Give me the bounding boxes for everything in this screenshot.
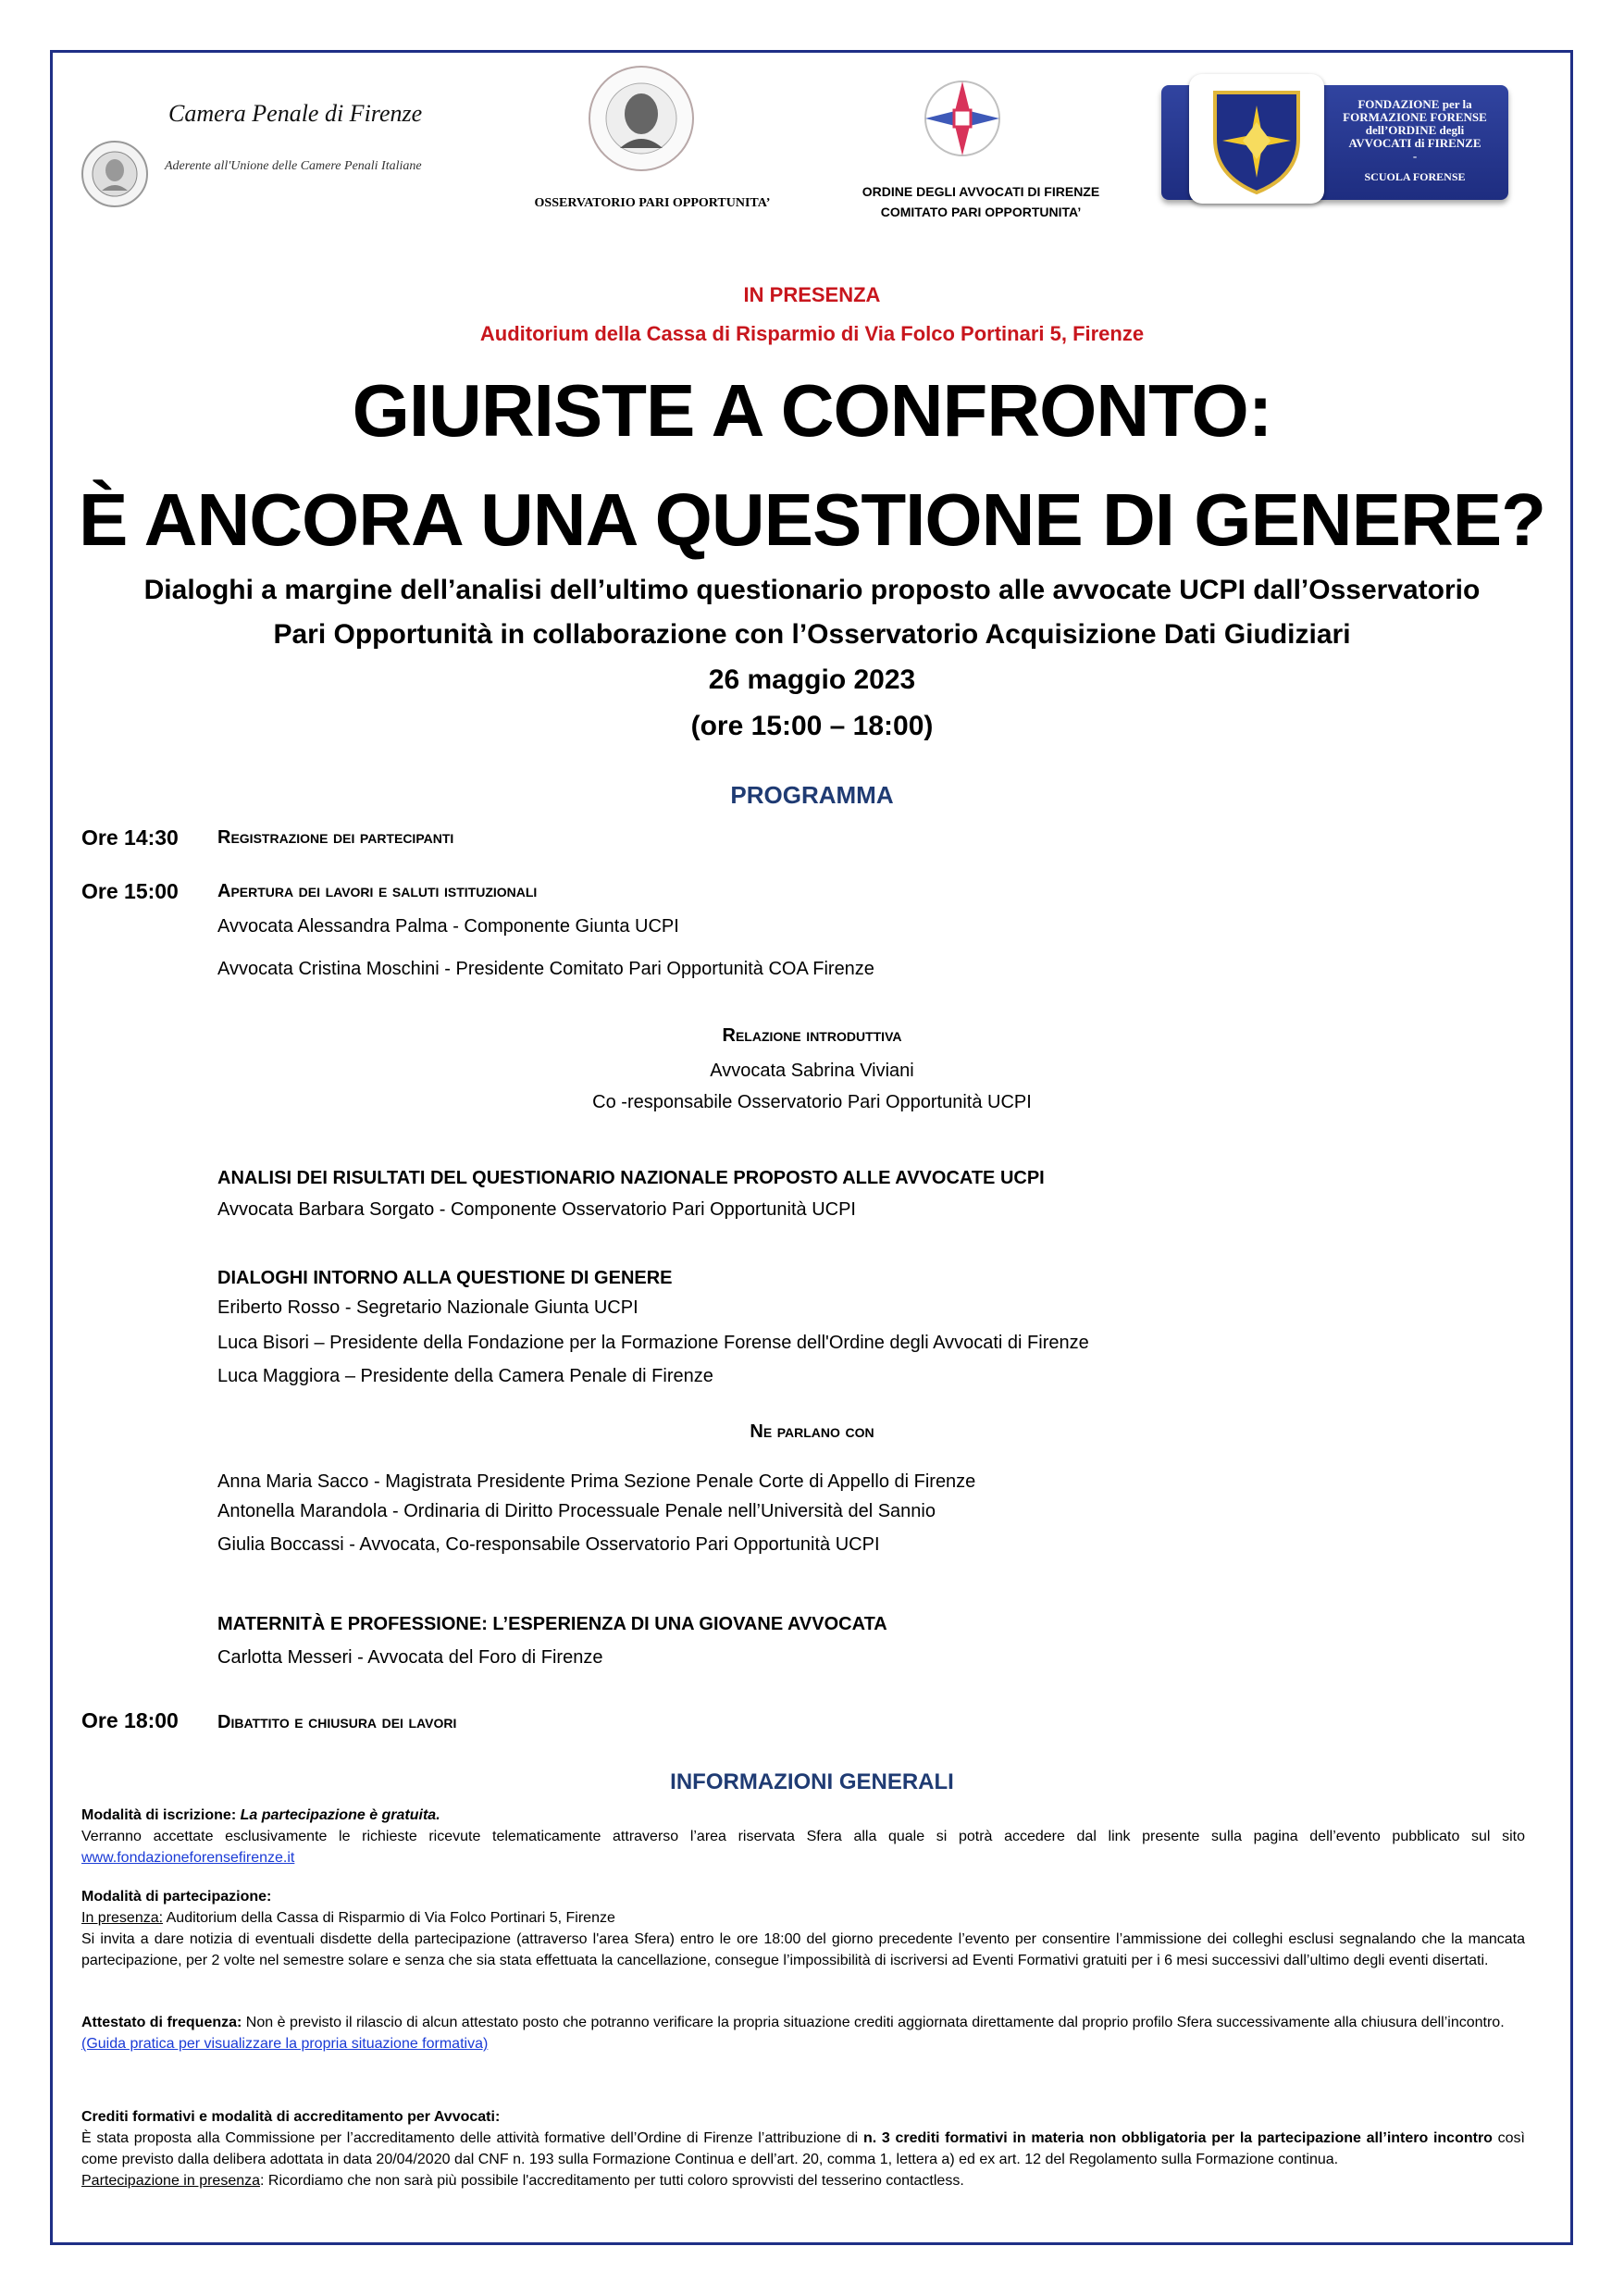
- info-heading: INFORMAZIONI GENERALI: [670, 1769, 954, 1794]
- camera-penale-title: Camera Penale di Firenze: [168, 100, 423, 127]
- event-date: 26 maggio 2023: [708, 664, 916, 695]
- info-registration-label: Modalità di iscrizione: [81, 1807, 231, 1823]
- program-time-3: Ore 18:00: [81, 1708, 179, 1732]
- fondazione-text-line3: dell’ORDINE degli: [1365, 123, 1465, 137]
- info-presenza-text: Auditorium della Cassa di Risparmio di Via Folco Portinari 5, Firenze: [166, 1910, 615, 1926]
- fondazione-text-line1: FONDAZIONE per la: [1357, 97, 1472, 111]
- program-registration: registrazione dei partecipanti: [217, 827, 454, 848]
- info-registration-text: Verranno accettate esclusivamente le richieste ricevute telematicamente attraverso l’area riservata Sfera alla quale si potrà accedere dal link presente sulla pagina dell’evento pubblicato sul sito: [81, 1829, 1525, 1844]
- program-speaker: Antonella Marandola - Ordinaria di Diritto Processuale Penale nell’Università del Sannio: [217, 1501, 936, 1521]
- program-time-1: Ore 14:30: [81, 825, 179, 850]
- program-heading: PROGRAMMA: [730, 781, 894, 809]
- info-registration: Modalità di iscrizione: La partecipazione è gratuita. Verranno accettate esclusivamente le richieste ricevute telematicamente attraverso l’area riservata Sfera alla quale si potrà accedere dal link presente sulla pagina dell’evento pubblicato sul sito www.fondazioneforensefirenze.it: [81, 1807, 1525, 1866]
- event-mode: IN PRESENZA: [743, 283, 881, 306]
- star-shield-icon: [1189, 74, 1324, 204]
- fondazione-text: [1332, 98, 1498, 163]
- ordine-avvocati-label: [833, 181, 1129, 222]
- fondazione-school: SCUOLA FORENSE: [1364, 170, 1466, 183]
- program-dialog-label: DIALOGHI INTORNO ALLA QUESTIONE DI GENERE: [217, 1268, 673, 1288]
- camera-penale-seal-icon: [80, 139, 150, 209]
- info-attestato: [81, 2012, 1525, 2054]
- event-title-line1: GIURISTE A CONFRONTO:: [352, 369, 1272, 452]
- program-speaker: Eriberto Rosso - Segretario Nazionale Giunta UCPI: [217, 1297, 638, 1318]
- program-closing: dibattito e chiusura dei lavori: [217, 1712, 457, 1732]
- unione-camere-penali-seal-icon: [572, 63, 711, 174]
- fondazione-text-line4: AVVOCATI di FIRENZE: [1348, 136, 1481, 150]
- program-speaker: Avvocata Barbara Sorgato - Componente Osservatorio Pari Opportunità UCPI: [217, 1199, 856, 1220]
- ordine-avvocati-label-line2: COMITATO PARI OPPORTUNITA’: [880, 205, 1082, 219]
- info-presence-text: : Ricordiamo che non sarà più possibile l'accreditamento per tutti coloro sprovvisti del tesserino contactless.: [260, 2173, 964, 2189]
- info-registration-value: La partecipazione è gratuita.: [240, 1807, 440, 1823]
- event-title-line2: È ANCORA UNA QUESTIONE DI GENERE?: [79, 478, 1545, 561]
- info-participation-text: Si invita a dare notizia di eventuali disdette della partecipazione (attraverso l'area Sfera) entro le ore 18:00 del giorno precedente l’evento per consentire l’ammissione dei colleghi esclusi segnalando che la mancata partecipazione, per 2 volte nel semestre solare e senza che sia stata effettuata la cancellazione, consegue l’impossibilità di iscriversi ad Eventi Formativi gratuiti per i 6 mesi successivi dall’ultimo degli eventi disertati.: [81, 1931, 1525, 1968]
- guide-link[interactable]: (Guida pratica per visualizzare la propria situazione formativa): [81, 2036, 489, 2052]
- program-maternity-label: MATERNITÀ E PROFESSIONE: L’ESPERIENZA DI UNA GIOVANE AVVOCATA: [217, 1614, 887, 1634]
- fondazione-logo: [1161, 85, 1508, 200]
- info-credits-text-2: così come previsto dalla delibera adottata in data 20/04/2020 dal CNF n. 193 sulla Formazione Continua e dell’art. 20, comma 1, lettera a) ed ex art. 12 del Regolamento sulla Formazione continua.: [81, 2130, 1525, 2167]
- fondazione-text-line2: FORMAZIONE FORENSE: [1343, 110, 1487, 124]
- ordine-avvocati-logo: [833, 74, 1129, 231]
- program-intro-role: Co -responsabile Osservatorio Pari Opportunità UCPI: [592, 1092, 1032, 1112]
- camera-penale-logo: [80, 100, 468, 202]
- osservatorio-label: OSSERVATORIO PARI OPPORTUNITA’: [534, 196, 771, 210]
- website-link[interactable]: www.fondazioneforensefirenze.it: [81, 1850, 295, 1866]
- info-participation: [81, 1886, 1525, 1971]
- ordine-avvocati-label-line1: ORDINE DEGLI AVVOCATI DI FIRENZE: [862, 184, 1100, 199]
- info-attestato-label: Attestato di frequenza:: [81, 2015, 242, 2030]
- info-attestato-text: Non è previsto il rilascio di alcun attestato posto che potranno verificare la propria situazione crediti aggiornata direttamente dal proprio profilo Sfera successivamente alla chiusura dell’incontro.: [245, 2015, 1505, 2030]
- program-intro-label: Relazione introduttiva: [722, 1025, 902, 1046]
- program-time-2: Ore 15:00: [81, 879, 179, 903]
- camera-penale-subtitle: Aderente all'Unione delle Camere Penali Italiane: [165, 159, 422, 173]
- info-credits-bold: n. 3 crediti formativi in materia non obbligatoria per la partecipazione all’intero incontro: [862, 2130, 1493, 2146]
- info-participation-label: Modalità di partecipazione:: [81, 1889, 272, 1905]
- event-hours: (ore 15:00 – 18:00): [690, 711, 934, 741]
- info-credits-label: Crediti formativi e modalità di accreditamento per Avvocati:: [81, 2109, 501, 2125]
- fondazione-text-line5: -: [1412, 149, 1418, 163]
- compass-rose-icon: [921, 74, 1004, 167]
- program-speaker: Giulia Boccassi - Avvocata, Co-responsabile Osservatorio Pari Opportunità UCPI: [217, 1534, 880, 1555]
- program-speaker: Avvocata Cristina Moschini - Presidente Comitato Pari Opportunità COA Firenze: [217, 959, 874, 979]
- program-speaker: Luca Maggiora – Presidente della Camera Penale di Firenze: [217, 1366, 713, 1386]
- info-credits-text-1: È stata proposta alla Commissione per l’accreditamento delle attività formative dell’Ordine di Firenze l’attribuzione di: [81, 2130, 859, 2146]
- osservatorio-logo: [481, 63, 833, 220]
- info-credits: [81, 2106, 1525, 2191]
- program-speaker: Carlotta Messeri - Avvocata del Foro di Firenze: [217, 1647, 603, 1668]
- program-analysis-label: ANALISI DEI RISULTATI DEL QUESTIONARIO NAZIONALE PROPOSTO ALLE AVVOCATE UCPI: [217, 1168, 1045, 1188]
- program-ne-parlano-label: Ne parlano con: [750, 1421, 874, 1442]
- program-intro-speaker: Avvocata Sabrina Viviani: [710, 1061, 914, 1081]
- info-presenza-label: In presenza:: [81, 1910, 164, 1926]
- program-speaker: Avvocata Alessandra Palma - Componente Giunta UCPI: [217, 916, 679, 937]
- event-subtitle-line2: Pari Opportunità in collaborazione con l’Osservatorio Acquisizione Dati Giudiziari: [273, 619, 1351, 650]
- program-speaker: Anna Maria Sacco - Magistrata Presidente Prima Sezione Penale Corte di Appello di Firenze: [217, 1471, 976, 1492]
- fondazione-shield: [1189, 74, 1324, 204]
- event-subtitle-line1: Dialoghi a margine dell’analisi dell’ultimo questionario proposto alle avvocate UCPI dall’Osservatorio: [143, 575, 1481, 605]
- event-venue: Auditorium della Cassa di Risparmio di Via Folco Portinari 5, Firenze: [479, 322, 1145, 345]
- info-presence-label: Partecipazione in presenza: [81, 2173, 261, 2189]
- program-speaker: Luca Bisori – Presidente della Fondazione per la Formazione Forense dell'Ordine degli Avvocati di Firenze: [217, 1333, 1089, 1353]
- program-opening: apertura dei lavori e saluti istituzionali: [217, 881, 538, 901]
